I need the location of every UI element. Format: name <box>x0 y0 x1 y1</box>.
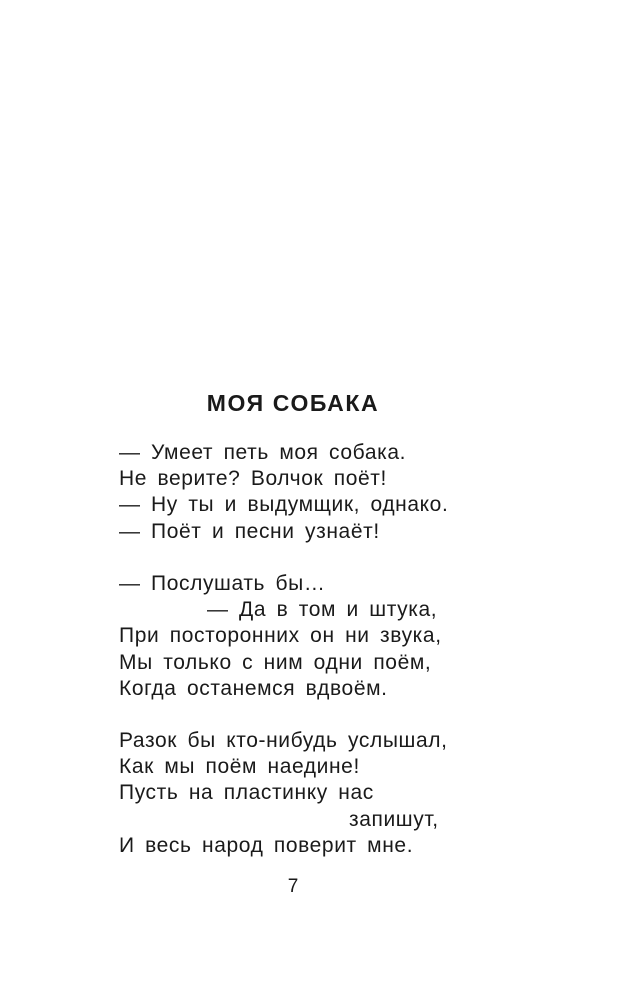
poem-line: Мы только с ним одни поём, <box>119 650 432 674</box>
poem-body <box>119 440 589 859</box>
poem-line: — Умеет петь моя собака. <box>119 441 407 464</box>
poem-line: — Поёт и песни узнаёт! <box>119 519 380 543</box>
poem-line: Когда останемся вдвоём. <box>119 676 388 700</box>
poem-line: — Да в том и штука, <box>207 598 438 622</box>
stanza-1 <box>119 440 589 545</box>
stanza-separator <box>119 545 589 571</box>
poem-line: Разок бы кто-нибудь услышал, <box>119 729 448 753</box>
poem-line: При посторонних он ни звука, <box>119 624 442 648</box>
stanza-3 <box>119 728 589 859</box>
poem-line: И весь народ поверит мне. <box>119 833 414 857</box>
poem-line: Пусть на пластинку нас <box>119 781 374 805</box>
stanza-2 <box>119 571 589 702</box>
poem-line: запишут, <box>349 807 439 831</box>
poem-line: — Ну ты и выдумщик, однако. <box>119 493 449 517</box>
poem-title: МОЯ СОБАКА <box>206 390 380 416</box>
page-number: 7 <box>287 876 299 897</box>
poem-line: Как мы поём наедине! <box>119 755 360 779</box>
poem-line: Не верите? Волчок поёт! <box>119 467 387 491</box>
poem-line: — Послушать бы… <box>119 571 326 595</box>
stanza-separator <box>119 702 589 728</box>
